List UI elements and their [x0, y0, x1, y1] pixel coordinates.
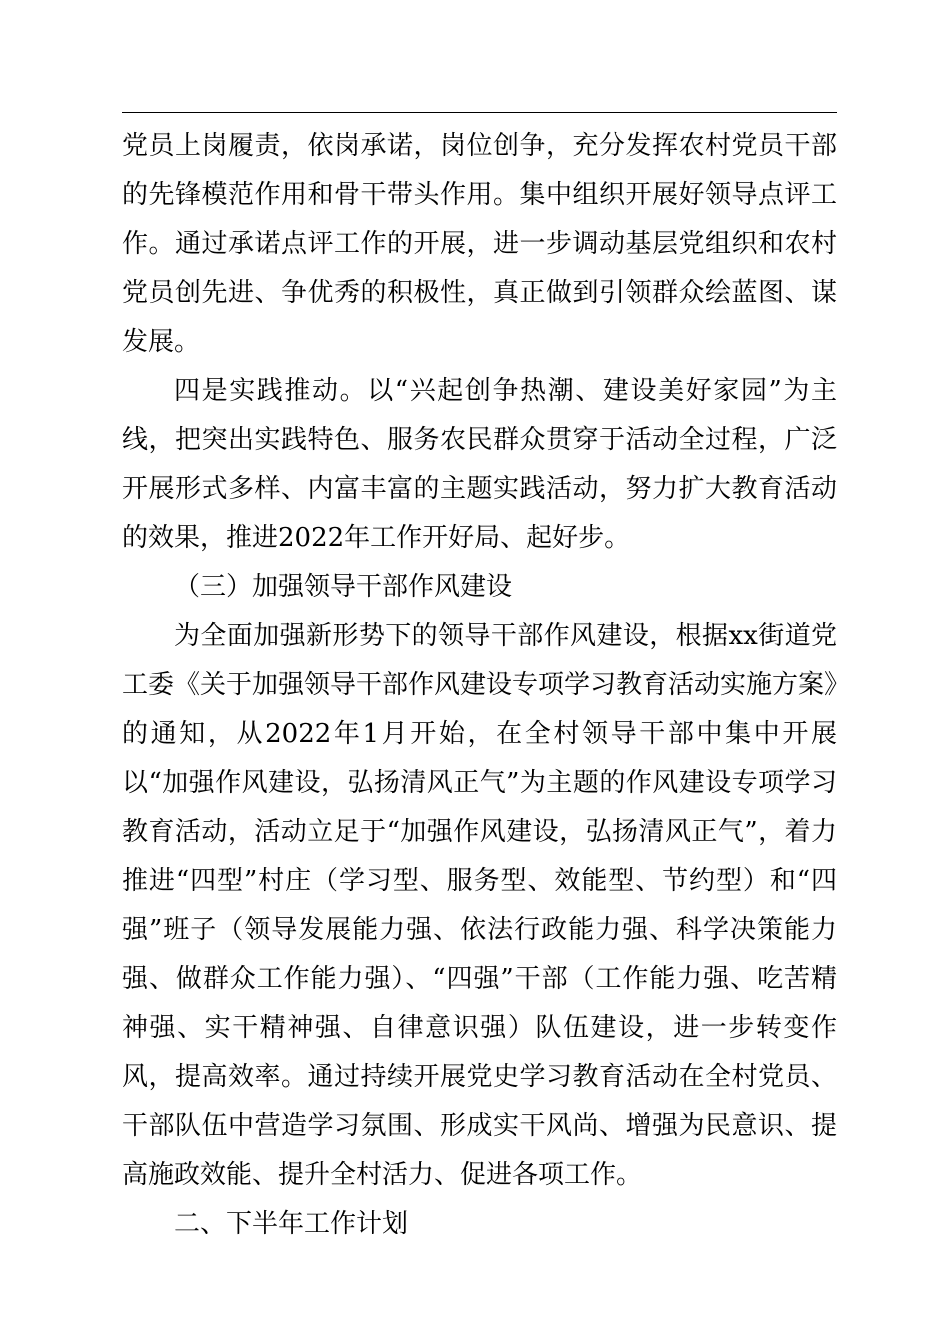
header-rule — [122, 112, 837, 113]
paragraph-party-member-duties: 党员上岗履责，依岗承诺，岗位创争，充分发挥农村党员干部的先锋模范作用和骨干带头作用。集中组织开展好领导点评工作。通过承诺点评工作的开展，进一步调动基层党组织和农村党员创先进、争优秀的积极性，真正做到引领群众绘蓝图、谋发展。 — [122, 131, 837, 357]
paragraph-practice-promotion: 四是实践推动。以“兴起创争热潮、建设美好家园”为主线，把突出实践特色、服务农民群众贯穿于活动全过程，广泛开展形式多样、内富丰富的主题实践活动，努力扩大教育活动的效果，推进2022年工作开好局、起好步。 — [122, 376, 837, 553]
section-heading-second-half-plan: 二、下半年工作计划 — [174, 1209, 409, 1239]
document-body — [122, 122, 837, 1249]
section-heading-cadre-style: （三）加强领导干部作风建设 — [174, 572, 513, 602]
paragraph-cadre-style-building: 为全面加强新形势下的领导干部作风建设，根据xx街道党工委《关于加强领导干部作风建设专项学习教育活动实施方案》的通知，从2022年1月开始，在全村领导干部中集中开展以“加强作风建设，弘扬清风正气”为主题的作风建设专项学习教育活动，活动立足于“加强作风建设，弘扬清风正气”，着力推进“四型”村庄（学习型、服务型、效能型、节约型）和“四强”班子（领导发展能力强、依法行政能力强、科学决策能力强、做群众工作能力强）、“四强”干部（工作能力强、吃苦精神强、实干精神强、自律意识强）队伍建设，进一步转变作风，提高效率。通过持续开展党史学习教育活动在全村党员、干部队伍中营造学习氛围、形成实干风尚、增强为民意识、提高施政效能、提升全村活力、促进各项工作。 — [122, 621, 838, 1190]
